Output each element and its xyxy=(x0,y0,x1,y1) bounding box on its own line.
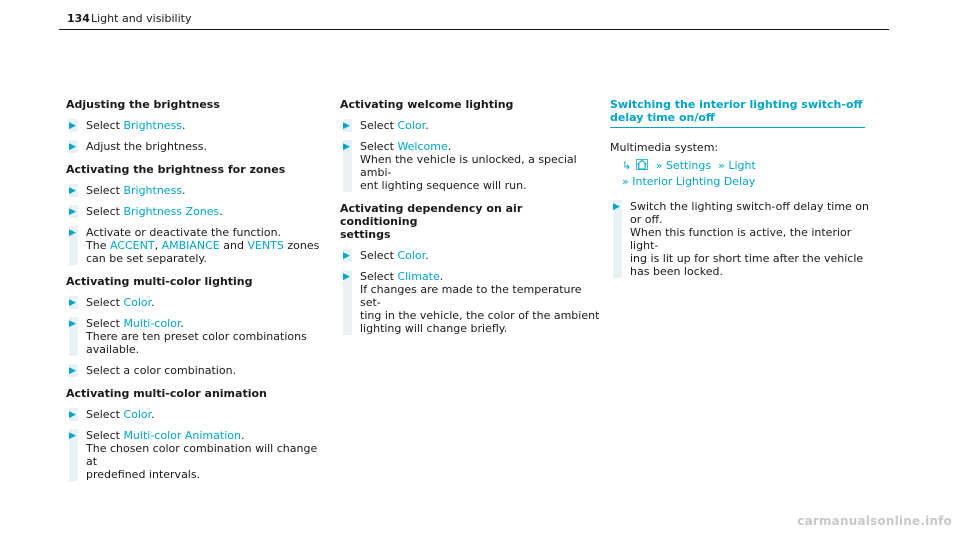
menu-item-brightness: Brightness xyxy=(123,119,183,132)
step-arrow-icon: ▶ xyxy=(343,272,350,282)
multimedia-label: Multimedia system: xyxy=(610,141,719,154)
step-arrow-icon: ▶ xyxy=(69,410,76,420)
step-arrow-icon: ▶ xyxy=(69,121,76,131)
zone-accent: ACCENT xyxy=(109,239,155,252)
menu-path xyxy=(610,175,872,188)
step-line: ing is lit up for short time after the vehicle xyxy=(630,252,864,265)
step xyxy=(340,249,602,262)
step-arrow-icon: ▶ xyxy=(69,319,76,329)
step-line: Select Color. xyxy=(86,296,155,309)
heading-welcome: Activating welcome lighting xyxy=(340,98,514,111)
step xyxy=(66,226,324,265)
page-number: 134 xyxy=(67,12,90,25)
step-line: Select Brightness Zones. xyxy=(86,205,223,218)
home-icon xyxy=(635,159,649,170)
step xyxy=(66,205,324,218)
menu-item-settings: Settings xyxy=(665,159,712,172)
arrow-return-icon: ↳ xyxy=(622,159,632,172)
menu-item-light: Light xyxy=(728,159,756,172)
step-line: Select Brightness. xyxy=(86,119,186,132)
chevron-right-icon: » xyxy=(714,159,729,172)
step xyxy=(66,140,324,153)
menu-item-interior-lighting-delay: Interior Lighting Delay xyxy=(632,175,756,188)
step-line: Adjust the brightness. xyxy=(86,140,207,153)
step xyxy=(66,364,324,377)
step-arrow-icon: ▶ xyxy=(343,251,350,261)
column-2 xyxy=(340,98,602,335)
step-line: Select Brightness. xyxy=(86,184,186,197)
step-arrow-icon: ▶ xyxy=(69,366,76,376)
step-line: Select Welcome. xyxy=(360,140,452,153)
step-line: Select Color. xyxy=(86,408,155,421)
step-line: The ACCENT, AMBIANCE and VENTS zones xyxy=(86,239,320,252)
step xyxy=(66,296,324,309)
menu-path xyxy=(610,159,872,172)
menu-item-color: Color xyxy=(397,249,426,262)
heading-brightness-zones: Activating the brightness for zones xyxy=(66,163,286,176)
step-line: has been locked. xyxy=(630,265,723,278)
menu-item-color: Color xyxy=(123,408,152,421)
step-line: Select Climate. xyxy=(360,270,444,283)
step xyxy=(66,184,324,197)
heading-animation: Activating multi-color animation xyxy=(66,387,267,400)
step xyxy=(66,408,324,421)
column-3 xyxy=(610,98,872,278)
step-line: lighting will change briefly. xyxy=(360,322,508,335)
chevron-right-icon: » xyxy=(652,159,666,172)
step-arrow-icon: ▶ xyxy=(69,228,76,238)
step-line: or off. xyxy=(630,213,663,226)
step-arrow-icon: ▶ xyxy=(613,202,620,212)
menu-item-color: Color xyxy=(397,119,426,132)
step-line: When this function is active, the interior light- xyxy=(630,226,852,252)
menu-item-multi-color: Multi-color xyxy=(123,317,181,330)
page-header xyxy=(59,6,889,30)
zone-ambiance: AMBIANCE xyxy=(161,239,220,252)
step-line: available. xyxy=(86,343,140,356)
step xyxy=(66,119,324,132)
step-arrow-icon: ▶ xyxy=(343,142,350,152)
menu-item-color: Color xyxy=(123,296,152,309)
heading-ac-dependency: Activating dependency on air conditioning settings xyxy=(340,202,523,241)
step-arrow-icon: ▶ xyxy=(69,142,76,152)
menu-item-brightness-zones: Brightness Zones xyxy=(123,205,220,218)
menu-item-welcome: Welcome xyxy=(397,140,448,153)
header-rule xyxy=(59,29,889,30)
step-line: Switch the lighting switch-off delay time on xyxy=(630,200,869,213)
step-line: Select Color. xyxy=(360,119,429,132)
step-line: ting in the vehicle, the color of the ambient xyxy=(360,309,600,322)
step-line: ent lighting sequence will run. xyxy=(360,179,527,192)
step xyxy=(66,429,324,481)
step-line: When the vehicle is unlocked, a special ambi- xyxy=(360,153,577,179)
section-title-switch-off-delay: Switching the interior lighting switch-off delay time on/off xyxy=(610,98,863,124)
menu-item-climate: Climate xyxy=(397,270,440,283)
column-1 xyxy=(66,98,324,481)
step-line: Select Color. xyxy=(360,249,429,262)
step-arrow-icon: ▶ xyxy=(69,186,76,196)
step xyxy=(340,270,602,335)
step-arrow-icon: ▶ xyxy=(69,207,76,217)
step-line: Select Multi-color Animation. xyxy=(86,429,245,442)
step xyxy=(340,119,602,132)
step-line: can be set separately. xyxy=(86,252,207,265)
step-line: The chosen color combination will change at xyxy=(86,442,318,468)
step xyxy=(66,317,324,356)
step-line: Activate or deactivate the function. xyxy=(86,226,282,239)
chevron-right-icon: » xyxy=(622,175,633,188)
menu-item-brightness: Brightness xyxy=(123,184,183,197)
heading-adjust-brightness: Adjusting the brightness xyxy=(66,98,220,111)
title-rule xyxy=(610,127,865,128)
watermark: carmanualsonline.info xyxy=(797,514,952,528)
step-line: If changes are made to the temperature set- xyxy=(360,283,582,309)
step xyxy=(610,200,872,278)
step-line: predefined intervals. xyxy=(86,468,201,481)
step xyxy=(340,140,602,192)
step-arrow-icon: ▶ xyxy=(343,121,350,131)
step-arrow-icon: ▶ xyxy=(69,431,76,441)
heading-multicolor: Activating multi-color lighting xyxy=(66,275,253,288)
step-arrow-icon: ▶ xyxy=(69,298,76,308)
zone-vents: VENTS xyxy=(247,239,284,252)
step-line: Select Multi-color. xyxy=(86,317,184,330)
section-title: Light and visibility xyxy=(91,12,192,25)
menu-item-multi-color-animation: Multi-color Animation xyxy=(123,429,241,442)
step-line: Select a color combination. xyxy=(86,364,237,377)
step-line: There are ten preset color combinations xyxy=(86,330,307,343)
